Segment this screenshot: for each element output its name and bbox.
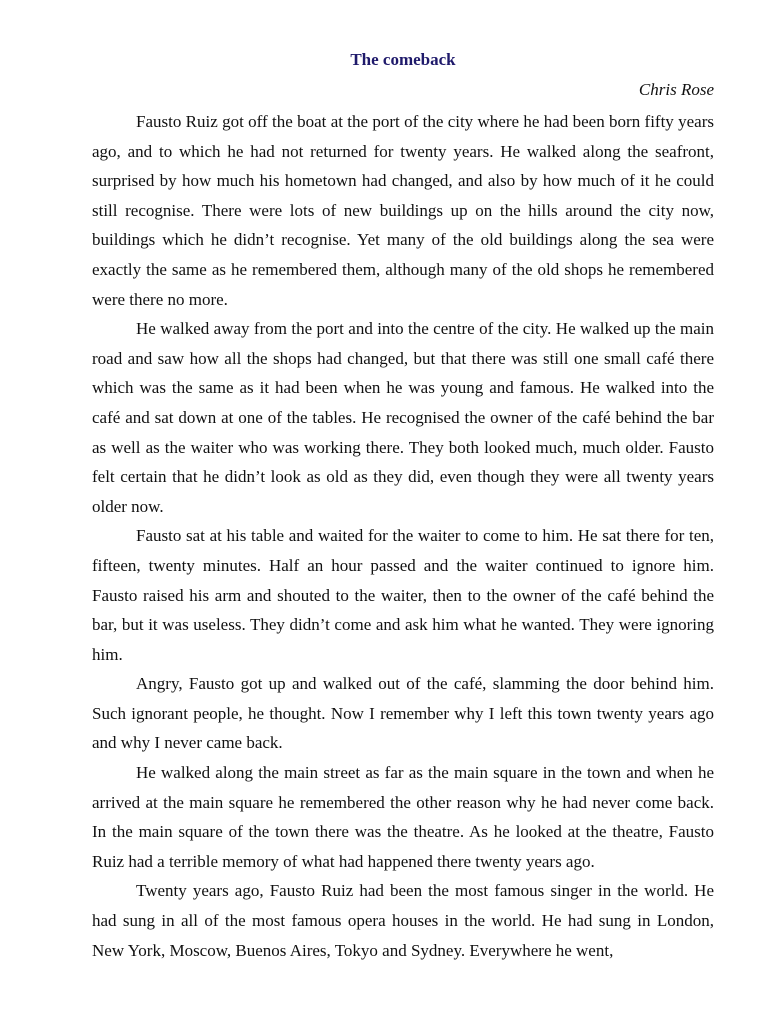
paragraph: He walked away from the port and into the centre of the city. He walked up the main road and saw how all the shops had changed, but that there was still one small café there which was the same as it had been when he was young and famous. He walked into the café and sat down at one of the tables. He recognised the owner of the café behind the bar as well as the waiter who was working there. They both looked much, much older. Fausto felt certain that he didn’t look as old as they did, even though they were all twenty years older now. (92, 319, 714, 516)
paragraph: He walked along the main street as far as the main square in the town and when he arrived at the main square he remembered the other reason why he had never come back. In the main square of the town there was the theatre. As he looked at the theatre, Fausto Ruiz had a terrible memory of what had happened there twenty years ago. (92, 763, 714, 871)
paragraph: Twenty years ago, Fausto Ruiz had been the most famous singer in the world. He had sung in all of the most famous opera houses in the world. He had sung in London, New York, Moscow, Buenos Aires, Tokyo and Sydney. Everywhere he went, (92, 881, 714, 960)
paragraph: Fausto Ruiz got off the boat at the port of the city where he had been born fifty years ago, and to which he had not returned for twenty years. He walked along the seafront, surprised by how much his hometown had changed, and also by how much of it he could still recognise. There were lots of new buildings up on the hills around the city now, buildings which he didn’t recognise. Yet many of the old buildings along the sea were exactly the same as he remembered them, although many of the old shops he remembered were there no more. (92, 112, 714, 309)
document-body (92, 107, 714, 965)
document-title: The comeback (350, 50, 456, 69)
paragraph: Angry, Fausto got up and walked out of the café, slamming the door behind him. Such ignorant people, he thought. Now I remember why I left this town twenty years ago and why I never came back. (92, 674, 714, 753)
document-author: Chris Rose (638, 80, 714, 99)
paragraph: Fausto sat at his table and waited for the waiter to come to him. He sat there for ten, fifteen, twenty minutes. Half an hour passed and the waiter continued to ignore him. Fausto raised his arm and shouted to the waiter, then to the owner of the café behind the bar, but it was useless. They didn’t come and ask him what he wanted. They were ignoring him. (92, 526, 714, 664)
